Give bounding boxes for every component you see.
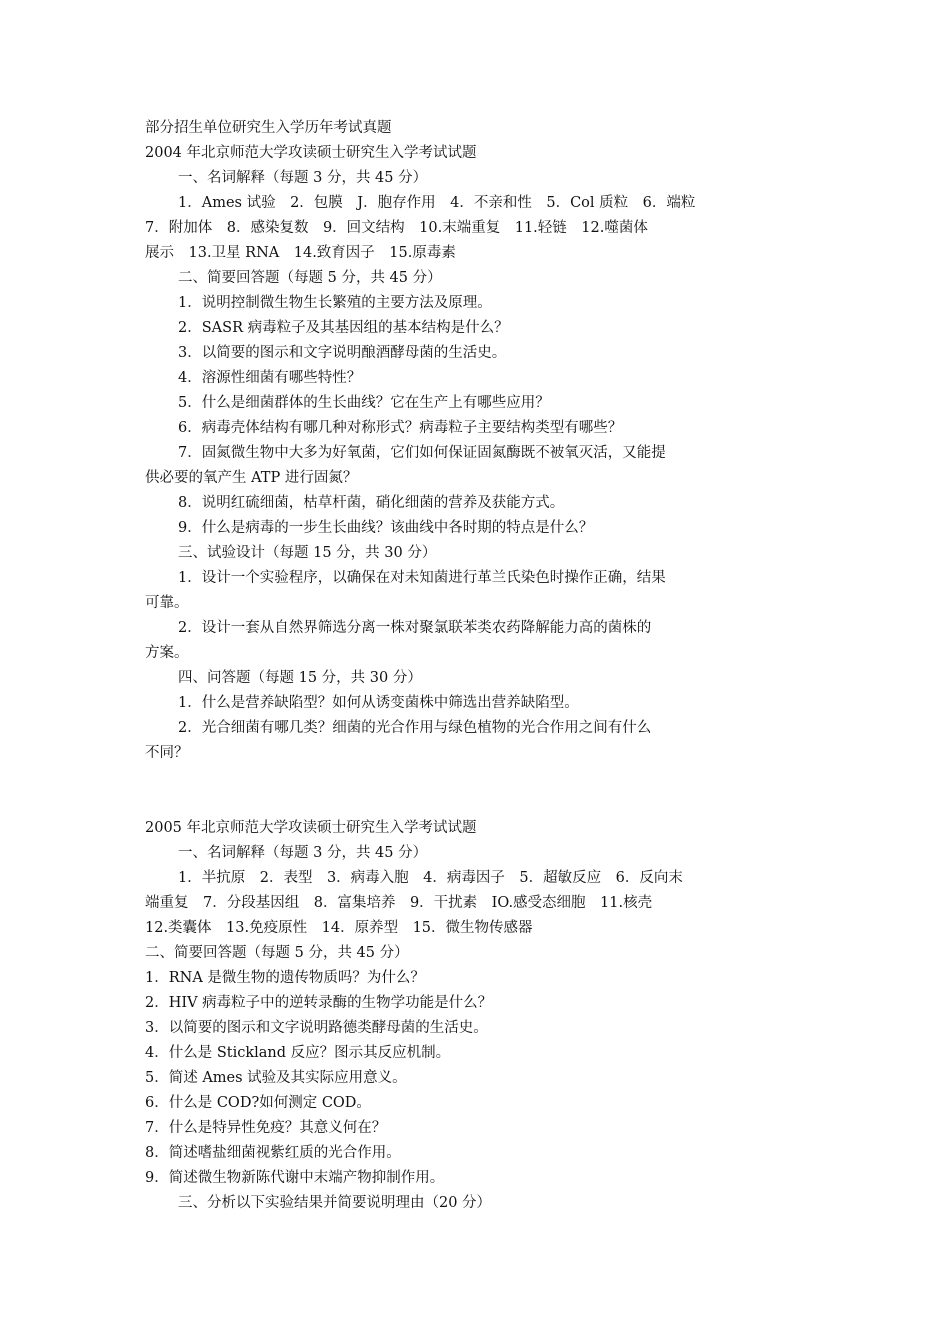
- text-line: 1．Ames 试验 2．包膜 J．胞存作用 4．不亲和性 5．Col 质粒 6．端粒: [178, 195, 696, 211]
- text-line: 12.类囊体 13.免疫原性 14．原养型 15．微生物传感器: [145, 920, 533, 936]
- question-line: 1．什么是营养缺陷型？如何从诱变菌株中筛选出营养缺陷型。: [178, 695, 579, 711]
- exam-title-2004: 2004 年北京师范大学攻读硕士研究生入学考试试题: [145, 145, 477, 161]
- section-heading: 三、试验设计（每题 15 分，共 30 分）: [178, 545, 437, 561]
- question-line: 2．光合细菌有哪几类？细菌的光合作用与绿色植物的光合作用之间有什么: [178, 720, 652, 736]
- document-title: 部分招生单位研究生入学历年考试真题: [145, 120, 392, 136]
- section-heading: 一、名词解释（每题 3 分，共 45 分）: [178, 170, 428, 186]
- question-line: 2．SASR 病毒粒子及其基因组的基本结构是什么？: [178, 320, 509, 336]
- section-heading: 四、问答题（每题 15 分，共 30 分）: [178, 670, 422, 686]
- question-line: 1．说明控制微生物生长繁殖的主要方法及原理。: [178, 295, 492, 311]
- question-line: 5．简述 Ames 试验及其实际应用意义。: [145, 1070, 407, 1086]
- question-line: 6．病毒壳体结构有哪几种对称形式？病毒粒子主要结构类型有哪些？: [178, 420, 623, 436]
- section-heading: 二、简要回答题（每题 5 分，共 45 分）: [178, 270, 442, 286]
- question-line: 9．简述微生物新陈代谢中末端产物抑制作用。: [145, 1170, 445, 1186]
- question-line: 4．溶源性细菌有哪些特性？: [178, 370, 362, 386]
- question-line: 2．HIV 病毒粒子中的逆转录酶的生物学功能是什么？: [145, 995, 493, 1011]
- question-line: 1．设计一个实验程序，以确保在对未知菌进行革兰氏染色时操作正确，结果: [178, 570, 666, 586]
- text-line: 1．半抗原 2．表型 3．病毒入胞 4．病毒因子 5．超敏反应 6．反向末: [178, 870, 683, 886]
- question-line: 可靠。: [145, 595, 189, 611]
- section-heading: 二、简要回答题（每题 5 分，共 45 分）: [145, 945, 409, 961]
- exam-title-2005: 2005 年北京师范大学攻读硕士研究生入学考试试题: [145, 820, 477, 836]
- question-line: 1．RNA 是微生物的遗传物质吗？为什么？: [145, 970, 425, 986]
- question-line: 方案。: [145, 645, 189, 661]
- question-line: 2．设计一套从自然界筛选分离一株对聚氯联苯类农药降解能力高的菌株的: [178, 620, 652, 636]
- question-line: 4．什么是 Stickland 反应？图示其反应机制。: [145, 1045, 451, 1061]
- section-heading: 三、分析以下实验结果并简要说明理由（20 分）: [178, 1195, 492, 1211]
- question-line: 供必要的氧产生 ATP 进行固氮？: [145, 470, 358, 486]
- question-line: 8．简述嗜盐细菌视紫红质的光合作用。: [145, 1145, 401, 1161]
- question-line: 7．什么是特异性免疫？其意义何在？: [145, 1120, 387, 1136]
- question-line: 6．什么是 COD?如何测定 COD。: [145, 1095, 371, 1111]
- question-line: 7．固氮微生物中大多为好氧菌，它们如何保证固氮酶既不被氧灭活，又能提: [178, 445, 666, 461]
- text-line: 端重复 7．分段基因组 8．富集培养 9．干扰素 IO.感受态细胞 11.核壳: [145, 895, 653, 911]
- text-line: 展示 13.卫星 RNA 14.致育因子 15.原毒素: [145, 245, 456, 261]
- question-line: 8．说明红硫细菌，枯草杆菌，硝化细菌的营养及获能方式。: [178, 495, 565, 511]
- question-line: 3．以简要的图示和文字说明路德类酵母菌的生活史。: [145, 1020, 488, 1036]
- text-line: 7．附加体 8．感染复数 9．回文结构 10.末端重复 11.轻链 12.噬菌体: [145, 220, 648, 236]
- question-line: 不同？: [145, 745, 189, 761]
- question-line: 9．什么是病毒的一步生长曲线？该曲线中各时期的特点是什么？: [178, 520, 594, 536]
- section-heading: 一、名词解释（每题 3 分，共 45 分）: [178, 845, 428, 861]
- question-line: 5．什么是细菌群体的生长曲线？它在生产上有哪些应用？: [178, 395, 550, 411]
- question-line: 3．以简要的图示和文字说明酿酒酵母菌的生活史。: [178, 345, 507, 361]
